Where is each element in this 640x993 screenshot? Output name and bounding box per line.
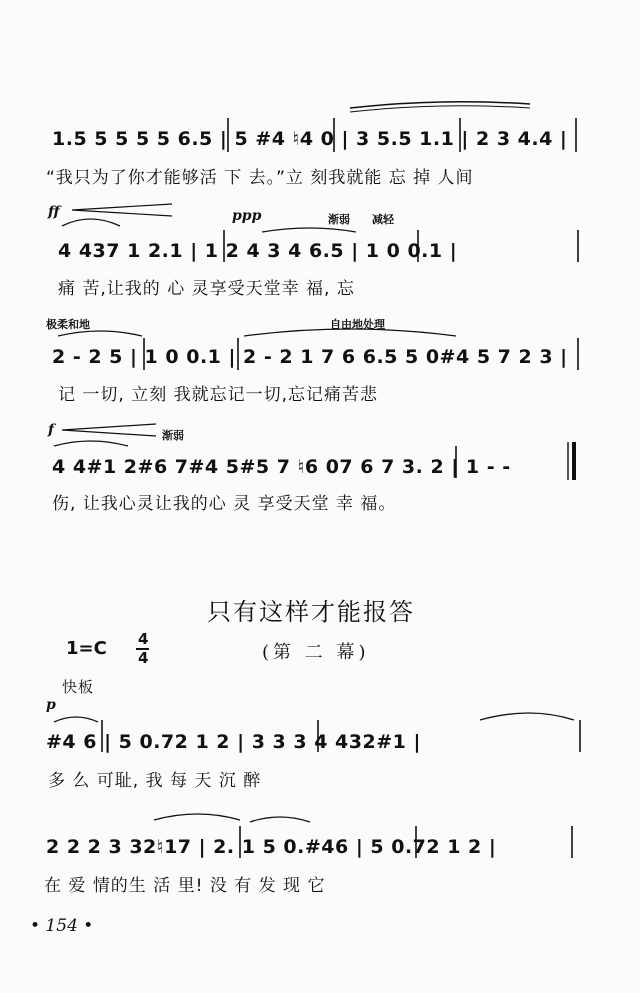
time-signature-bottom: 4 (138, 649, 149, 667)
staff-line-1-notes: 1.5 5 5 5 5 6.5 | 5 #4 ♮4 0 | 3 5.5 1.1 | 2 3 4.4 | (52, 128, 568, 150)
slur (250, 817, 310, 822)
lyric-line-1: “我只为了你才能够活 下 去。”立 刻我就能 忘 掉 人间 (46, 168, 474, 188)
slur (54, 717, 98, 722)
staff-line-6-notes: 2 2 2 3 32♮17 | 2. 1 5 0.#46 | 5 0.72 1 2 | (46, 836, 497, 858)
lyric-line-5: 多 么 可耻, 我 每 天 沉 醉 (48, 771, 262, 791)
lyric-line-4: 伤, 让我心灵让我的心 灵 享受天堂 幸 福。 (52, 494, 397, 514)
expression-mark: 自由地处理 (330, 318, 385, 331)
dynamic-ff: ff (48, 204, 60, 220)
tempo-mark: 快板 (62, 678, 95, 696)
lyric-line-3: 记 一切, 立刻 我就忘记一切,忘记痛苦悲 (58, 385, 379, 405)
slur (244, 329, 456, 336)
song-title: 只有这样才能报答 (207, 598, 415, 626)
staff-line-4-notes: 4 4#1 2#6 7#4 5#5 7 ♮6 07 6 7 3. 2 | 1 - - (52, 456, 511, 478)
time-signature-top: 4 (138, 630, 149, 648)
slur (262, 228, 356, 232)
crescendo-wedge (62, 424, 156, 436)
expression-mark: 渐弱 (328, 213, 350, 226)
staff-line-5-notes: #4 6 | 5 0.72 1 2 | 3 3 3 4 432#1 | (46, 731, 421, 753)
slur (62, 219, 120, 226)
slur (154, 814, 240, 820)
key-signature: 1=C (66, 638, 107, 659)
page-number: • 154 • (30, 916, 94, 936)
staff-line-3-notes: 2 - 2 5 | 1 0 0.1 | 2 - 2 1 7 6 6.5 5 0#4 5 7 2 3 | (52, 346, 568, 368)
dynamic-ppp: ppp (232, 208, 262, 224)
expression-mark: 极柔和地 (46, 318, 90, 331)
scene-label: (第 二 幕) (262, 642, 370, 663)
slur (350, 102, 530, 108)
dynamic-f: f (48, 422, 55, 438)
staff-line-2-notes: 4 437 1 2.1 | 1 2 4 3 4 6.5 | 1 0 0.1 | (58, 240, 458, 262)
slur (480, 713, 574, 720)
dynamic-p: p (46, 697, 56, 713)
slur (350, 106, 530, 112)
expression-mark: 渐弱 (162, 429, 184, 442)
lyric-line-2: 痛 苦,让我的 心 灵享受天堂幸 福, 忘 (58, 279, 355, 299)
crescendo-wedge (72, 204, 172, 216)
slur (58, 331, 142, 336)
slur (54, 441, 128, 446)
lyric-line-6: 在 爱 情的生 活 里! 没 有 发 现 它 (44, 876, 326, 896)
expression-mark: 减轻 (372, 213, 394, 226)
